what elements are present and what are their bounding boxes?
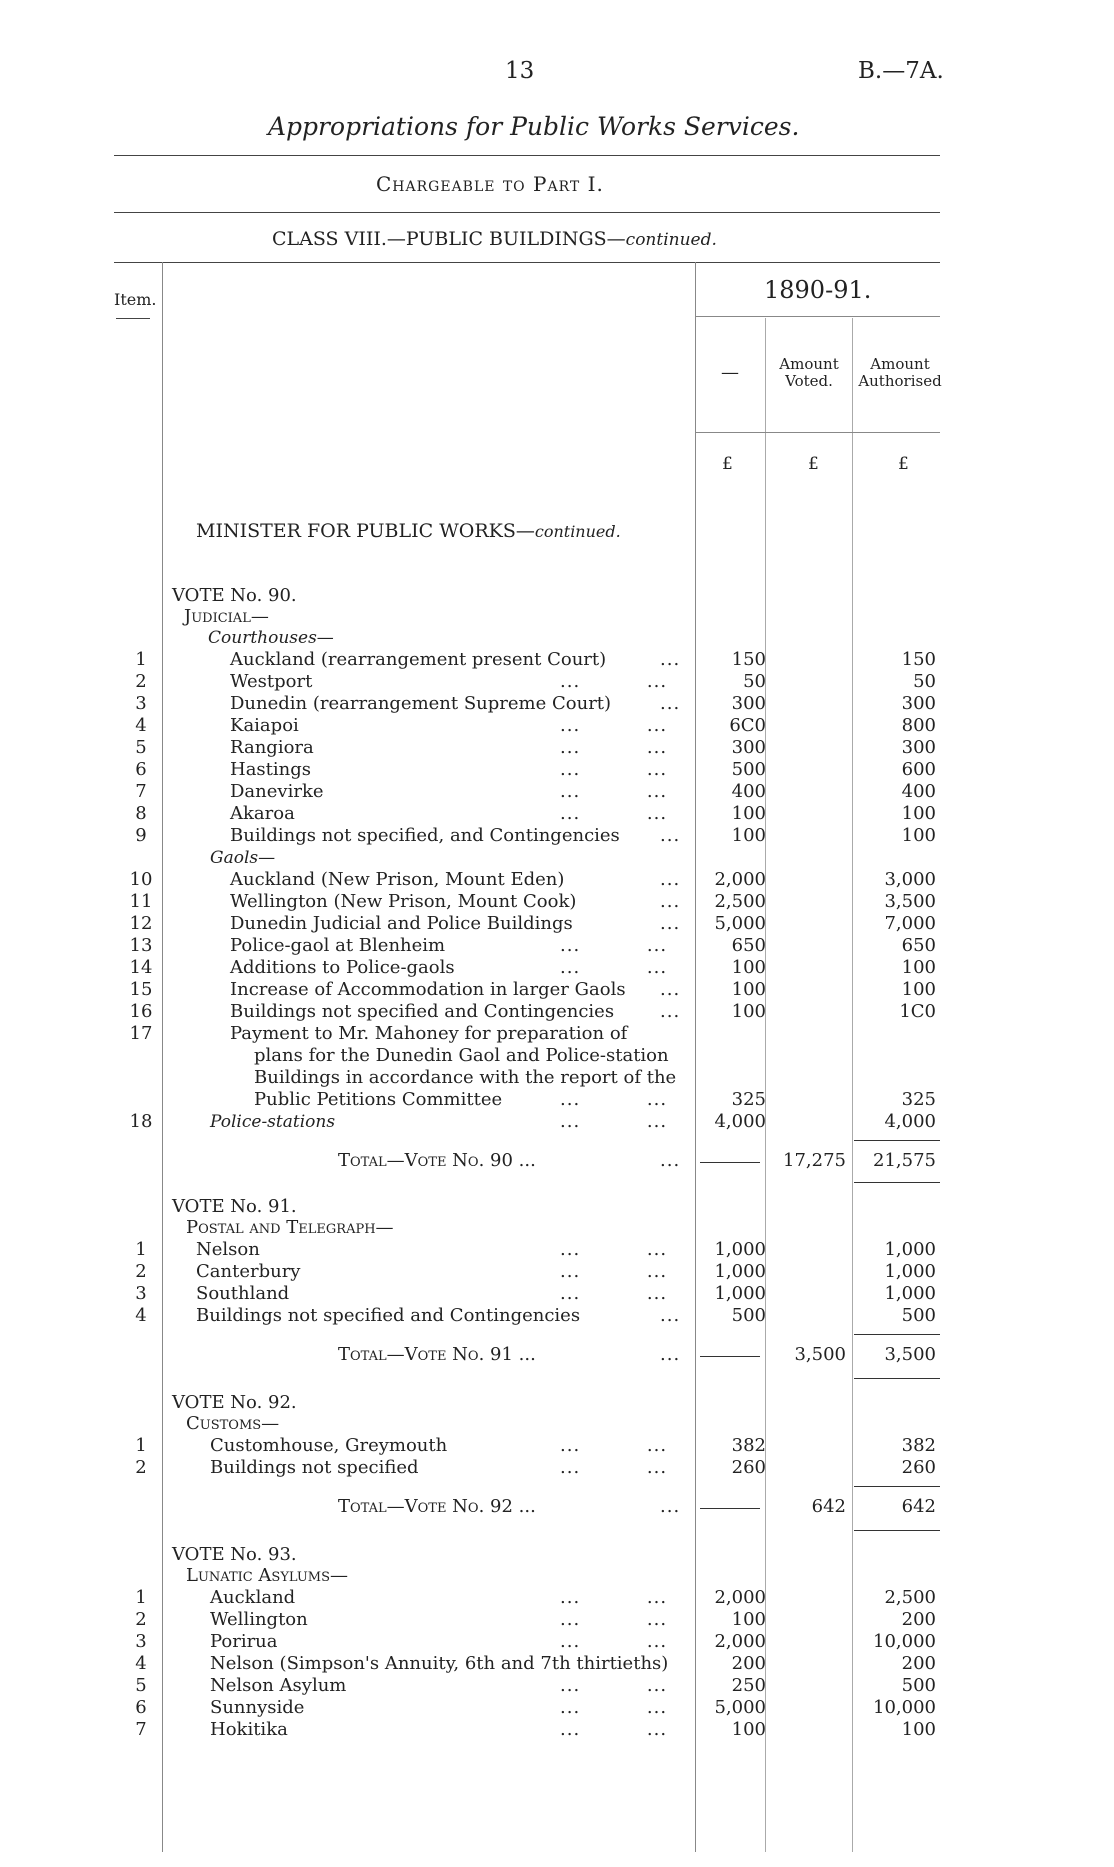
amount: 150 bbox=[731, 649, 766, 670]
amount: 1,000 bbox=[714, 1239, 766, 1260]
item-number: 13 bbox=[129, 935, 153, 956]
item-description: Wellington (New Prison, Mount Cook) bbox=[230, 891, 577, 912]
table-row bbox=[0, 1261, 1114, 1283]
amount: 5,000 bbox=[714, 913, 766, 934]
amount-authorised: 4,000 bbox=[884, 1111, 936, 1132]
amount: 300 bbox=[731, 737, 766, 758]
leader-dots: ... ... bbox=[560, 671, 668, 692]
amount-authorised: 325 bbox=[901, 1089, 936, 1110]
amount: 2,000 bbox=[714, 1587, 766, 1608]
vote-title-row bbox=[0, 1196, 1114, 1218]
amount: 2,500 bbox=[714, 891, 766, 912]
item-description: Wellington bbox=[210, 1609, 308, 1630]
item-description: Nelson bbox=[196, 1239, 260, 1260]
amount-authorised: 10,000 bbox=[873, 1631, 936, 1652]
table-row bbox=[0, 957, 1114, 979]
amount: 500 bbox=[731, 1305, 766, 1326]
table-row bbox=[0, 1111, 1114, 1133]
item-description: Buildings not specified and Contingencies bbox=[196, 1305, 581, 1326]
minister-heading bbox=[196, 520, 621, 542]
table-row bbox=[0, 1631, 1114, 1653]
amount-authorised: 260 bbox=[901, 1457, 936, 1478]
amount-authorised: 650 bbox=[901, 935, 936, 956]
table-row bbox=[0, 737, 1114, 759]
amount-authorised: 382 bbox=[901, 1435, 936, 1456]
leader-dots: ... ... bbox=[560, 759, 668, 780]
amount: 100 bbox=[731, 803, 766, 824]
table-row bbox=[0, 1023, 1114, 1045]
total-authorised: 642 bbox=[901, 1496, 936, 1517]
table-row bbox=[0, 1697, 1114, 1719]
table-row-continued bbox=[0, 1089, 1114, 1111]
item-number: 4 bbox=[135, 715, 147, 736]
total-rule bbox=[700, 1508, 760, 1509]
currency-symbol: £ bbox=[808, 454, 819, 474]
table-row bbox=[0, 803, 1114, 825]
leader-dots: ... bbox=[660, 1496, 681, 1517]
table-row bbox=[0, 1239, 1114, 1261]
vote-heading-row bbox=[0, 1565, 1114, 1587]
amount: 250 bbox=[731, 1675, 766, 1696]
total-voted: 3,500 bbox=[794, 1344, 846, 1365]
item-number: 2 bbox=[135, 1609, 147, 1630]
total-authorised: 21,575 bbox=[873, 1150, 936, 1171]
item-description: Buildings not specified bbox=[210, 1457, 419, 1478]
amount-authorised: 50 bbox=[913, 671, 936, 692]
amount: 2,000 bbox=[714, 869, 766, 890]
amount-authorised: 1C0 bbox=[899, 1001, 936, 1022]
item-description: Police-gaol at Blenheim bbox=[230, 935, 446, 956]
item-number: 12 bbox=[129, 913, 153, 934]
item-number: 5 bbox=[135, 737, 147, 758]
amount: 4,000 bbox=[714, 1111, 766, 1132]
item-description: Increase of Accommodation in larger Gaols bbox=[230, 979, 626, 1000]
divider bbox=[114, 155, 940, 156]
table-row bbox=[0, 649, 1114, 671]
amount: 300 bbox=[731, 693, 766, 714]
item-description: Porirua bbox=[210, 1631, 278, 1652]
amount-authorised: 100 bbox=[901, 825, 936, 846]
leader-dots: ... bbox=[660, 825, 681, 846]
table-row bbox=[0, 979, 1114, 1001]
amount-authorised: 100 bbox=[901, 979, 936, 1000]
item-description: Additions to Police-gaols bbox=[230, 957, 455, 978]
amount: 1,000 bbox=[714, 1283, 766, 1304]
leader-dots: ... ... bbox=[560, 715, 668, 736]
column-dash-header: — bbox=[721, 362, 739, 383]
amount-authorised: 400 bbox=[901, 781, 936, 802]
item-number: 18 bbox=[129, 1111, 153, 1132]
amount: 400 bbox=[731, 781, 766, 802]
item-number: 2 bbox=[135, 1457, 147, 1478]
table-row bbox=[0, 1653, 1114, 1675]
vote-heading: Judicial— bbox=[184, 606, 269, 627]
subheading: Gaols— bbox=[210, 848, 276, 868]
amount-authorised: 2,500 bbox=[884, 1587, 936, 1608]
table-row bbox=[0, 891, 1114, 913]
item-description: Customhouse, Greymouth bbox=[210, 1435, 448, 1456]
item-description: Police-stations bbox=[210, 1112, 336, 1132]
item-description: Buildings not specified and Contingencies bbox=[230, 1001, 615, 1022]
item-description: plans for the Dunedin Gaol and Police-station bbox=[254, 1045, 669, 1066]
vote-total-row bbox=[0, 1344, 1114, 1366]
item-number: 8 bbox=[135, 803, 147, 824]
total-label: Total—Vote No. 90 ... bbox=[338, 1150, 536, 1171]
item-column-header: Item. bbox=[114, 290, 157, 309]
divider bbox=[114, 262, 940, 263]
item-description: Public Petitions Committee bbox=[254, 1089, 503, 1110]
amount: 100 bbox=[731, 957, 766, 978]
leader-dots: ... bbox=[660, 979, 681, 1000]
item-description: Rangiora bbox=[230, 737, 314, 758]
table-row bbox=[0, 1435, 1114, 1457]
minister-heading-continued: continued. bbox=[534, 522, 621, 541]
item-description: Auckland (New Prison, Mount Eden) bbox=[230, 869, 565, 890]
amount-authorised: 1,000 bbox=[884, 1239, 936, 1260]
table-row bbox=[0, 935, 1114, 957]
total-voted: 642 bbox=[811, 1496, 846, 1517]
item-number: 3 bbox=[135, 1631, 147, 1652]
leader-dots: ... bbox=[660, 1001, 681, 1022]
total-rule bbox=[854, 1334, 940, 1335]
item-description: Canterbury bbox=[196, 1261, 301, 1282]
item-number: 2 bbox=[135, 1261, 147, 1282]
total-rule bbox=[854, 1530, 940, 1531]
total-authorised: 3,500 bbox=[884, 1344, 936, 1365]
amount: 5,000 bbox=[714, 1697, 766, 1718]
leader-dots: ... bbox=[660, 649, 681, 670]
table-row-continued bbox=[0, 1067, 1114, 1089]
leader-dots: ... bbox=[660, 1305, 681, 1326]
amount-authorised: 3,500 bbox=[884, 891, 936, 912]
amount: 2,000 bbox=[714, 1631, 766, 1652]
subheading-row bbox=[0, 627, 1114, 649]
item-number: 14 bbox=[129, 957, 153, 978]
amount-authorised-header-line1: Amount bbox=[870, 355, 930, 373]
amount-authorised: 150 bbox=[901, 649, 936, 670]
leader-dots: ... ... bbox=[560, 1283, 668, 1304]
table-row bbox=[0, 1283, 1114, 1305]
table-row bbox=[0, 715, 1114, 737]
total-rule bbox=[854, 1140, 940, 1141]
amount-authorised: 1,000 bbox=[884, 1283, 936, 1304]
table-row bbox=[0, 1001, 1114, 1023]
minister-heading-main: MINISTER FOR PUBLIC WORKS— bbox=[196, 520, 535, 542]
item-number: 6 bbox=[135, 759, 147, 780]
leader-dots: ... ... bbox=[560, 1239, 668, 1260]
leader-dots: ... ... bbox=[560, 1609, 668, 1630]
amount: 382 bbox=[731, 1435, 766, 1456]
item-description: Buildings in accordance with the report of the bbox=[254, 1067, 677, 1088]
leader-dots: ... ... bbox=[560, 781, 668, 802]
amount-authorised: 200 bbox=[901, 1609, 936, 1630]
amount-authorised: 300 bbox=[901, 737, 936, 758]
amount: 100 bbox=[731, 979, 766, 1000]
vote-total-row bbox=[0, 1150, 1114, 1172]
amount-authorised-header bbox=[854, 356, 946, 390]
vote-heading: Customs— bbox=[186, 1413, 280, 1434]
item-description: Dunedin (rearrangement Supreme Court) bbox=[230, 693, 612, 714]
leader-dots: ... ... bbox=[560, 737, 668, 758]
item-number: 3 bbox=[135, 1283, 147, 1304]
item-description: Dunedin Judicial and Police Buildings bbox=[230, 913, 573, 934]
leader-dots: ... ... bbox=[560, 1719, 668, 1740]
year-header: 1890-91. bbox=[764, 276, 872, 304]
table-row bbox=[0, 869, 1114, 891]
item-description: Auckland (rearrangement present Court) bbox=[230, 649, 607, 670]
amount-voted-header-line2: Voted. bbox=[785, 372, 833, 390]
class-heading-continued: continued. bbox=[625, 230, 717, 250]
table-row bbox=[0, 1675, 1114, 1697]
item-number: 3 bbox=[135, 693, 147, 714]
table-row bbox=[0, 759, 1114, 781]
class-heading bbox=[272, 228, 717, 250]
item-number: 10 bbox=[129, 869, 153, 890]
amount-authorised: 100 bbox=[901, 1719, 936, 1740]
table-row bbox=[0, 1457, 1114, 1479]
currency-symbol: £ bbox=[898, 454, 909, 474]
leader-dots: ... bbox=[660, 891, 681, 912]
item-description: Akaroa bbox=[230, 803, 295, 824]
leader-dots: ... bbox=[660, 869, 681, 890]
amount-authorised: 100 bbox=[901, 957, 936, 978]
amount-authorised: 1,000 bbox=[884, 1261, 936, 1282]
table-row bbox=[0, 693, 1114, 715]
amount: 200 bbox=[731, 1653, 766, 1674]
total-rule bbox=[854, 1378, 940, 1379]
item-description: Nelson Asylum bbox=[210, 1675, 347, 1696]
item-number: 4 bbox=[135, 1305, 147, 1326]
item-number: 11 bbox=[129, 891, 153, 912]
vote-title-row bbox=[0, 1392, 1114, 1414]
amount-authorised: 800 bbox=[901, 715, 936, 736]
leader-dots: ... bbox=[660, 693, 681, 714]
item-number: 4 bbox=[135, 1653, 147, 1674]
leader-dots: ... bbox=[660, 1150, 681, 1171]
amount: 100 bbox=[731, 1609, 766, 1630]
total-voted: 17,275 bbox=[783, 1150, 846, 1171]
vote-title: VOTE No. 92. bbox=[172, 1392, 297, 1413]
amount: 325 bbox=[731, 1089, 766, 1110]
vote-heading-row bbox=[0, 1217, 1114, 1239]
leader-dots: ... ... bbox=[560, 1587, 668, 1608]
item-number: 15 bbox=[129, 979, 153, 1000]
page-number: 13 bbox=[505, 58, 535, 84]
item-description: Buildings not specified, and Contingencies bbox=[230, 825, 620, 846]
item-number: 2 bbox=[135, 671, 147, 692]
currency-symbol: £ bbox=[722, 454, 733, 474]
item-number: 6 bbox=[135, 1697, 147, 1718]
item-description: Westport bbox=[230, 671, 313, 692]
amount-voted-header-line1: Amount bbox=[779, 355, 839, 373]
amount: 1,000 bbox=[714, 1261, 766, 1282]
vote-heading: Lunatic Asylums— bbox=[186, 1565, 349, 1586]
item-description: Kaiapoi bbox=[230, 715, 299, 736]
chargeable-heading: Chargeable to Part I. bbox=[376, 172, 604, 196]
vote-heading-row bbox=[0, 1413, 1114, 1435]
document-reference: B.—7A. bbox=[858, 58, 944, 84]
amount-authorised: 3,000 bbox=[884, 869, 936, 890]
amount: 100 bbox=[731, 1719, 766, 1740]
table-row bbox=[0, 671, 1114, 693]
item-number: 7 bbox=[135, 781, 147, 802]
table-row bbox=[0, 1305, 1114, 1327]
amount-authorised: 500 bbox=[901, 1305, 936, 1326]
leader-dots: ... bbox=[660, 913, 681, 934]
table-row bbox=[0, 781, 1114, 803]
item-description: Hastings bbox=[230, 759, 312, 780]
item-number: 5 bbox=[135, 1675, 147, 1696]
item-description: Nelson (Simpson's Annuity, 6th and 7th thirtieths) bbox=[210, 1653, 669, 1674]
item-number: 1 bbox=[135, 649, 147, 670]
leader-dots: ... ... bbox=[560, 1675, 668, 1696]
table-row-continued bbox=[0, 1045, 1114, 1067]
leader-dots: ... ... bbox=[560, 1697, 668, 1718]
item-description: Payment to Mr. Mahoney for preparation of bbox=[230, 1023, 628, 1044]
table-row bbox=[0, 1719, 1114, 1741]
leader-dots: ... ... bbox=[560, 1457, 668, 1478]
item-description: Sunnyside bbox=[210, 1697, 305, 1718]
table-row bbox=[0, 1609, 1114, 1631]
vote-title: VOTE No. 93. bbox=[172, 1544, 297, 1565]
vote-title: VOTE No. 90. bbox=[172, 585, 297, 606]
amount-authorised: 200 bbox=[901, 1653, 936, 1674]
amount: 50 bbox=[743, 671, 766, 692]
class-heading-main: CLASS VIII.—PUBLIC BUILDINGS— bbox=[272, 228, 626, 250]
total-rule bbox=[700, 1356, 760, 1357]
divider bbox=[114, 212, 940, 213]
leader-dots: ... ... bbox=[560, 1089, 668, 1110]
item-number: 16 bbox=[129, 1001, 153, 1022]
item-number: 1 bbox=[135, 1587, 147, 1608]
vote-title-row bbox=[0, 1544, 1114, 1566]
subheading-row bbox=[0, 847, 1114, 869]
leader-dots: ... ... bbox=[560, 1111, 668, 1132]
total-label: Total—Vote No. 91 ... bbox=[338, 1344, 536, 1365]
amount-authorised: 500 bbox=[901, 1675, 936, 1696]
leader-dots: ... ... bbox=[560, 1261, 668, 1282]
vote-title: VOTE No. 91. bbox=[172, 1196, 297, 1217]
total-rule bbox=[700, 1162, 760, 1163]
total-label: Total—Vote No. 92 ... bbox=[338, 1496, 536, 1517]
vote-total-row bbox=[0, 1496, 1114, 1518]
item-number: 7 bbox=[135, 1719, 147, 1740]
leader-dots: ... ... bbox=[560, 803, 668, 824]
amount-voted-header bbox=[767, 356, 851, 390]
item-description: Danevirke bbox=[230, 781, 324, 802]
vote-title-row bbox=[0, 585, 1114, 607]
item-number: 1 bbox=[135, 1435, 147, 1456]
vote-heading-row bbox=[0, 606, 1114, 628]
table-row bbox=[0, 1587, 1114, 1609]
item-description: Southland bbox=[196, 1283, 290, 1304]
total-rule bbox=[854, 1486, 940, 1487]
amount: 650 bbox=[731, 935, 766, 956]
amount-authorised: 300 bbox=[901, 693, 936, 714]
amount: 500 bbox=[731, 759, 766, 780]
leader-dots: ... ... bbox=[560, 957, 668, 978]
divider bbox=[116, 318, 150, 319]
item-description: Hokitika bbox=[210, 1719, 288, 1740]
amount: 260 bbox=[731, 1457, 766, 1478]
amount-authorised: 7,000 bbox=[884, 913, 936, 934]
leader-dots: ... bbox=[660, 1344, 681, 1365]
subheading: Courthouses— bbox=[208, 628, 334, 648]
amount-authorised: 600 bbox=[901, 759, 936, 780]
divider bbox=[695, 316, 940, 317]
amount: 100 bbox=[731, 1001, 766, 1022]
item-number: 9 bbox=[135, 825, 147, 846]
amount: 6C0 bbox=[729, 715, 766, 736]
vote-heading: Postal and Telegraph— bbox=[186, 1217, 394, 1238]
divider bbox=[695, 432, 940, 433]
page-title: Appropriations for Public Works Services. bbox=[268, 112, 800, 141]
item-number: 17 bbox=[129, 1023, 153, 1044]
amount-authorised-header-line2: Authorised bbox=[858, 372, 942, 390]
table-row bbox=[0, 825, 1114, 847]
total-rule bbox=[854, 1182, 940, 1183]
table-row bbox=[0, 913, 1114, 935]
leader-dots: ... ... bbox=[560, 1631, 668, 1652]
item-description: Auckland bbox=[210, 1587, 296, 1608]
item-number: 1 bbox=[135, 1239, 147, 1260]
amount: 100 bbox=[731, 825, 766, 846]
leader-dots: ... ... bbox=[560, 1435, 668, 1456]
amount-authorised: 100 bbox=[901, 803, 936, 824]
amount-authorised: 10,000 bbox=[873, 1697, 936, 1718]
leader-dots: ... ... bbox=[560, 935, 668, 956]
